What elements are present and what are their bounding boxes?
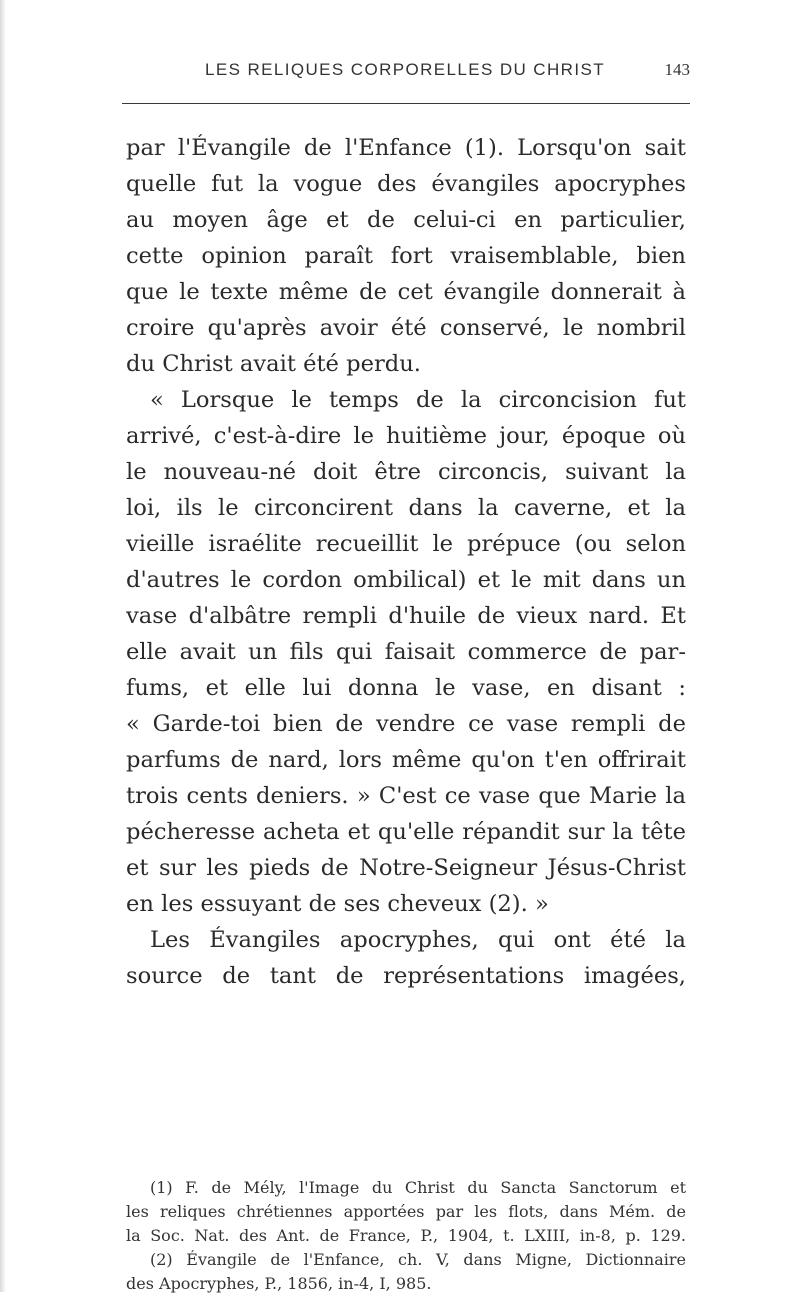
text-line: quelle fut la vogue des évangiles apocryphes [126, 171, 686, 197]
text-line: le nouveau-né doit être circoncis, suivant la [126, 459, 686, 485]
text-line: Les Évangiles apocryphes, qui ont été la [150, 927, 686, 953]
text-line: et sur les pieds de Notre-Seigneur Jésus-Christ [126, 855, 686, 881]
footnote-line: (1) F. de Mély, l'Image du Christ du Sancta Sanctorum et [150, 1178, 686, 1197]
text-line: croire qu'après avoir été conservé, le nombril [126, 315, 686, 341]
text-line: en les essuyant de ses cheveux (2). » [126, 891, 549, 917]
running-header [120, 60, 690, 90]
text-line: elle avait un fils qui faisait commerce de par- [126, 639, 686, 665]
running-title: LES RELIQUES CORPORELLES DU CHRIST [205, 60, 605, 79]
text-line: arrivé, c'est-à-dire le huitième jour, époque où [126, 423, 686, 449]
footnote-line: la Soc. Nat. des Ant. de France, P., 1904, t. LXIII, in-8, p. 129. [126, 1226, 686, 1245]
footnote-line: (2) Évangile de l'Enfance, ch. V, dans Migne, Dictionnaire [150, 1250, 686, 1269]
header-rule [122, 103, 690, 104]
text-line: loi, ils le circoncirent dans la caverne, et la [126, 495, 686, 521]
text-line: trois cents deniers. » C'est ce vase que Marie la [126, 783, 686, 809]
text-line: vieille israélite recueillit le prépuce (ou selon [126, 531, 686, 557]
text-line: cette opinion paraît fort vraisemblable, bien [126, 243, 686, 269]
text-line: « Garde-toi bien de vendre ce vase rempli de [126, 711, 686, 737]
body-text [126, 130, 686, 994]
text-line: que le texte même de cet évangile donnerait à [126, 279, 686, 305]
footnotes [126, 1176, 686, 1296]
page-edge-shadow [0, 0, 6, 1292]
text-line: vase d'albâtre rempli d'huile de vieux nard. Et [126, 603, 686, 629]
text-line: pécheresse acheta et qu'elle répandit sur la tête [126, 819, 686, 845]
page-number: 143 [664, 60, 690, 79]
footnote-line: des Apocryphes, P., 1856, in-4, I, 985. [126, 1274, 432, 1293]
text-line: fums, et elle lui donna le vase, en disant : [126, 675, 686, 701]
text-line: au moyen âge et de celui-ci en particulier, [126, 207, 686, 233]
text-line: du Christ avait été perdu. [126, 351, 421, 377]
text-line: parfums de nard, lors même qu'on t'en offrirait [126, 747, 686, 773]
footnote-line: les reliques chrétiennes apportées par les flots, dans Mém. de [126, 1202, 686, 1221]
text-line: d'autres le cordon ombilical) et le mit dans un [126, 567, 686, 593]
text-line: par l'Évangile de l'Enfance (1). Lorsqu'on sait [126, 135, 686, 161]
text-line: « Lorsque le temps de la circoncision fut [150, 387, 686, 413]
text-line: source de tant de représentations imagées, [126, 963, 686, 989]
